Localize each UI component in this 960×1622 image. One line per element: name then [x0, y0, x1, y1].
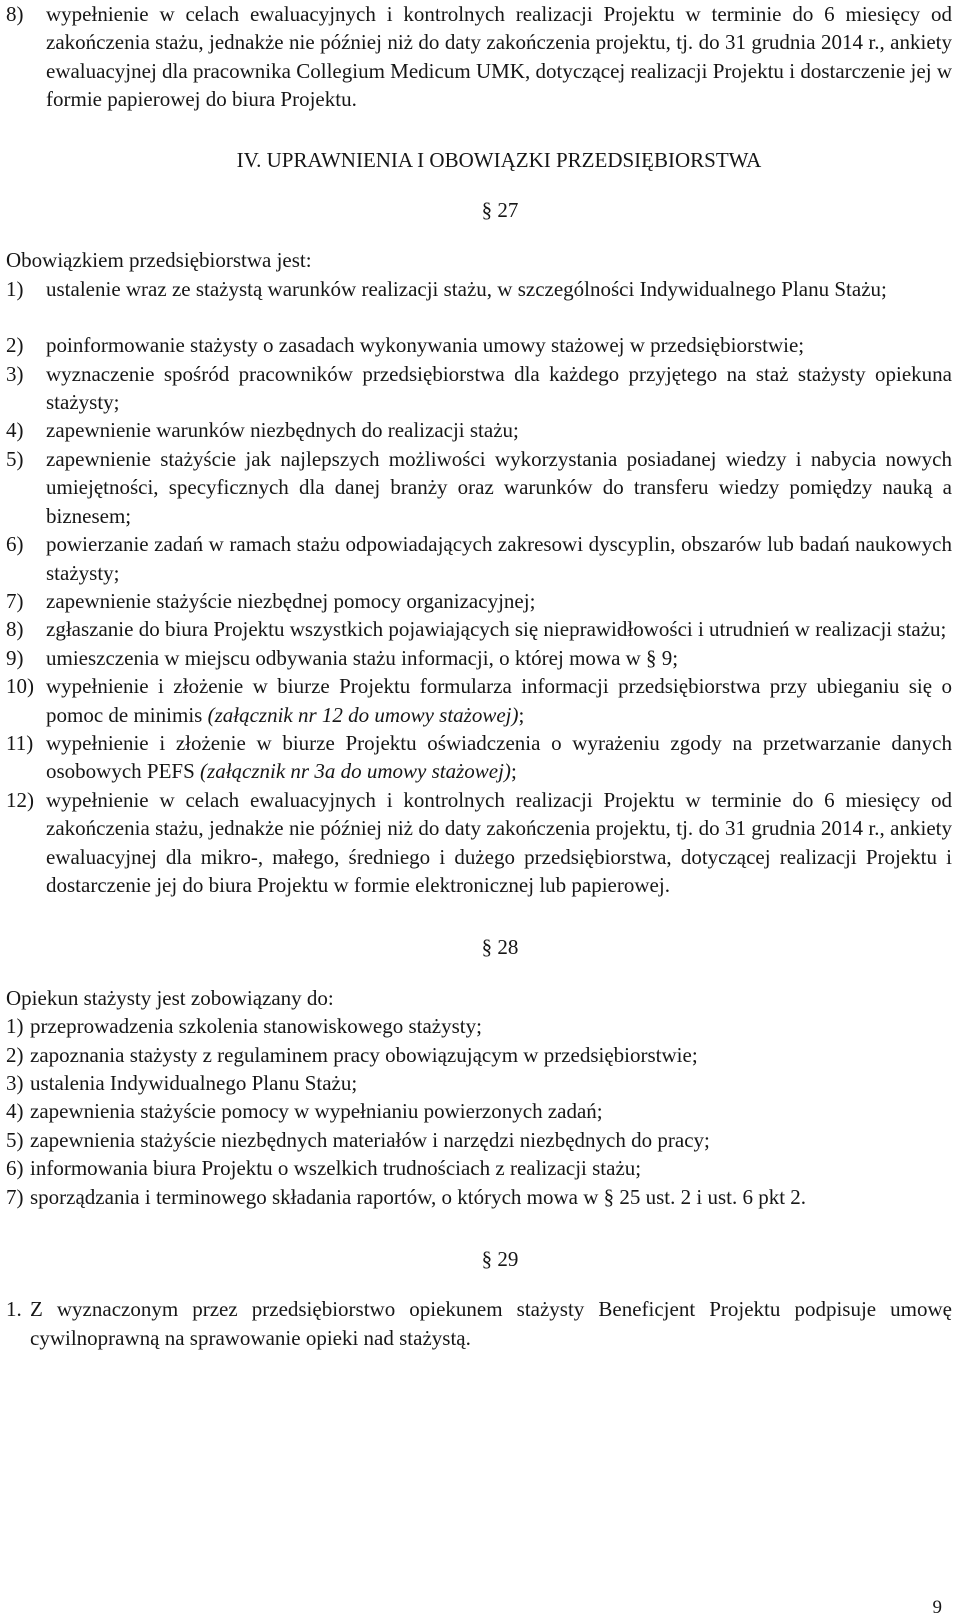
- list-item: [6, 416, 952, 444]
- list-item-number: 2): [6, 1042, 24, 1067]
- list-item-number: 7): [6, 1184, 24, 1209]
- list-item-text: wypełnienie i złożenie w biurze Projektu formularza informacji przedsiębiorstwa przy ubieganiu się o pomoc de minimis: [46, 674, 952, 727]
- list-item-text: poinformowanie stażysty o zasadach wykonywania umowy stażowej w przedsiębiorstwie;: [46, 333, 805, 358]
- list-item-text: zapewnienie warunków niezbędnych do realizacji stażu;: [46, 418, 519, 443]
- page-number: 9: [932, 1596, 942, 1618]
- list-item: [6, 587, 952, 615]
- list-item: [6, 445, 952, 530]
- list-item: [6, 786, 952, 900]
- list-item-text-wrapper: [46, 729, 952, 786]
- list-item-text: wypełnienie i złożenie w biurze Projektu oświadczenia o wyrażeniu zgody na przetwarzanie danych osobowych PEFS: [46, 730, 952, 784]
- list-item-text: zapoznania stażysty z regulaminem pracy obowiązującym w przedsiębiorstwie;: [30, 1042, 698, 1067]
- list-item-text: zapewnienia stażyście pomocy w wypełnianiu powierzonych zadań;: [30, 1099, 603, 1124]
- list-item: [6, 1126, 952, 1154]
- list-item: [6, 615, 952, 643]
- list-item: [6, 530, 952, 587]
- list-item-text: wypełnienie w celach ewaluacyjnych i kontrolnych realizacji Projektu w terminie do 6 miesięcy od zakończenia stażu, jednakże nie później niż do daty zakończenia projektu, tj. do 31 grudnia 2014 r., ankiety ewaluacyjnej dla mikro-, małego, średniego i dużego przedsiębiorstwa, dotyczącej realizacji Projektu i dostarczenie jej do biura Projektu w formie elektronicznej lub papierowej.: [46, 787, 952, 897]
- list-item-number: 6): [6, 1156, 24, 1181]
- list-item-number: 10): [6, 674, 34, 699]
- list-item: [6, 644, 952, 672]
- list-item-text: wypełnienie w celach ewaluacyjnych i kontrolnych realizacji Projektu w terminie do 6 miesięcy od zakończenia stażu, jednakże nie później niż do daty zakończenia projektu, tj. do 31 grudnia 2014 r., ankiety ewaluacyjnej dla pracownika Collegium Medicum UMK, dotyczącej realizacji Projektu i dostarczenie jej w formie papierowej do biura Projektu.: [46, 2, 952, 112]
- list-item-text: zgłaszanie do biura Projektu wszystkich pojawiających się nieprawidłowości i utrudnień w realizacji stażu;: [46, 617, 947, 642]
- attachment-reference: (załącznik nr 12 do umowy stażowej): [207, 702, 519, 727]
- list-item-number: 4): [6, 1099, 24, 1124]
- list-item-text: zapewnienie stażyście niezbędnej pomocy organizacyjnej;: [46, 588, 536, 613]
- list-item-text: powierzanie zadań w ramach stażu odpowiadających zakresowi dyscyplin, obszarów lub badań naukowych stażysty;: [46, 532, 952, 585]
- list-item-number: 3): [6, 361, 24, 386]
- list-item-text: zapewnienie stażyście jak najlepszych możliwości wykorzystania posiadanej wiedzy i nabycia nowych umiejętności, specyficznych dla danej branży oraz warunków do transferu wiedzy pomiędzy nauką a biznesem;: [46, 446, 952, 528]
- list-item-number: 3): [6, 1071, 24, 1095]
- list-item-number: 8): [6, 617, 24, 642]
- list-item-number: 8): [6, 2, 24, 26]
- list-item-text: umieszczenia w miejscu odbywania stażu informacji, o której mowa w § 9;: [46, 645, 679, 670]
- list-item-number: 12): [6, 787, 34, 812]
- document-content: [6, 0, 952, 1352]
- list-item: [6, 1097, 952, 1125]
- chapter-title: IV. UPRAWNIENIA I OBOWIĄZKI PRZEDSIĘBIORSTWA: [236, 147, 762, 172]
- section-intro: Obowiązkiem przedsiębiorstwa jest:: [6, 248, 312, 273]
- list-item-number: 9): [6, 645, 24, 670]
- list-item-number: 1.: [6, 1297, 22, 1322]
- list-item-number: 11): [6, 730, 34, 755]
- section-heading: § 27: [481, 198, 519, 223]
- list-item: [6, 1183, 952, 1211]
- section-intro: Opiekun stażysty jest zobowiązany do:: [6, 985, 334, 1010]
- list-item-tail: ;: [510, 759, 517, 784]
- list-item-number: 2): [6, 333, 24, 358]
- list-item-text: Z wyznaczonym przez przedsiębiorstwo opiekunem stażysty Beneficjent Projektu podpisuje umowę cywilnoprawną na sprawowanie opieki nad stażystą.: [30, 1297, 952, 1350]
- list-item-number: 1): [6, 1014, 24, 1039]
- section-heading: § 29: [481, 1247, 519, 1272]
- list-item: [6, 729, 952, 786]
- list-item-text: ustalenie wraz ze stażystą warunków realizacji stażu, w szczególności Indywidualnego Planu Stażu;: [46, 276, 887, 301]
- list-item-text: zapewnienia stażyście niezbędnych materiałów i narzędzi niezbędnych do pracy;: [30, 1127, 710, 1152]
- list-item: [6, 360, 952, 417]
- list-item-number: 1): [6, 276, 24, 301]
- list-item: [6, 1154, 952, 1182]
- list-item-number: 6): [6, 532, 24, 557]
- attachment-reference: (załącznik nr 3a do umowy stażowej): [200, 759, 511, 784]
- list-item: [6, 1041, 952, 1069]
- list-item: [6, 275, 952, 303]
- list-item: [6, 0, 952, 114]
- list-item-number: 5): [6, 1127, 24, 1152]
- list-item-tail: ;: [518, 702, 525, 727]
- list-item: [6, 672, 952, 729]
- list-item-text: przeprowadzenia szkolenia stanowiskowego stażysty;: [30, 1014, 482, 1039]
- list-item-text-wrapper: [46, 672, 952, 729]
- section-heading: § 28: [481, 935, 519, 960]
- list-item-text: ustalenia Indywidualnego Planu Stażu;: [30, 1071, 358, 1095]
- list-item-number: 5): [6, 446, 24, 471]
- list-item-number: 7): [6, 588, 24, 613]
- list-item-text: informowania biura Projektu o wszelkich trudnościach z realizacji stażu;: [30, 1156, 642, 1181]
- list-item: [6, 1012, 952, 1040]
- list-item: [6, 331, 952, 359]
- list-item: [6, 1069, 952, 1097]
- list-item-text: wyznaczenie spośród pracowników przedsiębiorstwa dla każdego przyjętego na staż stażysty opiekuna stażysty;: [46, 361, 952, 415]
- list-item-number: 4): [6, 418, 24, 443]
- list-item: [6, 1295, 952, 1352]
- list-item-text: sporządzania i terminowego składania raportów, o których mowa w § 25 ust. 2 i ust. 6 pkt 2.: [30, 1184, 807, 1209]
